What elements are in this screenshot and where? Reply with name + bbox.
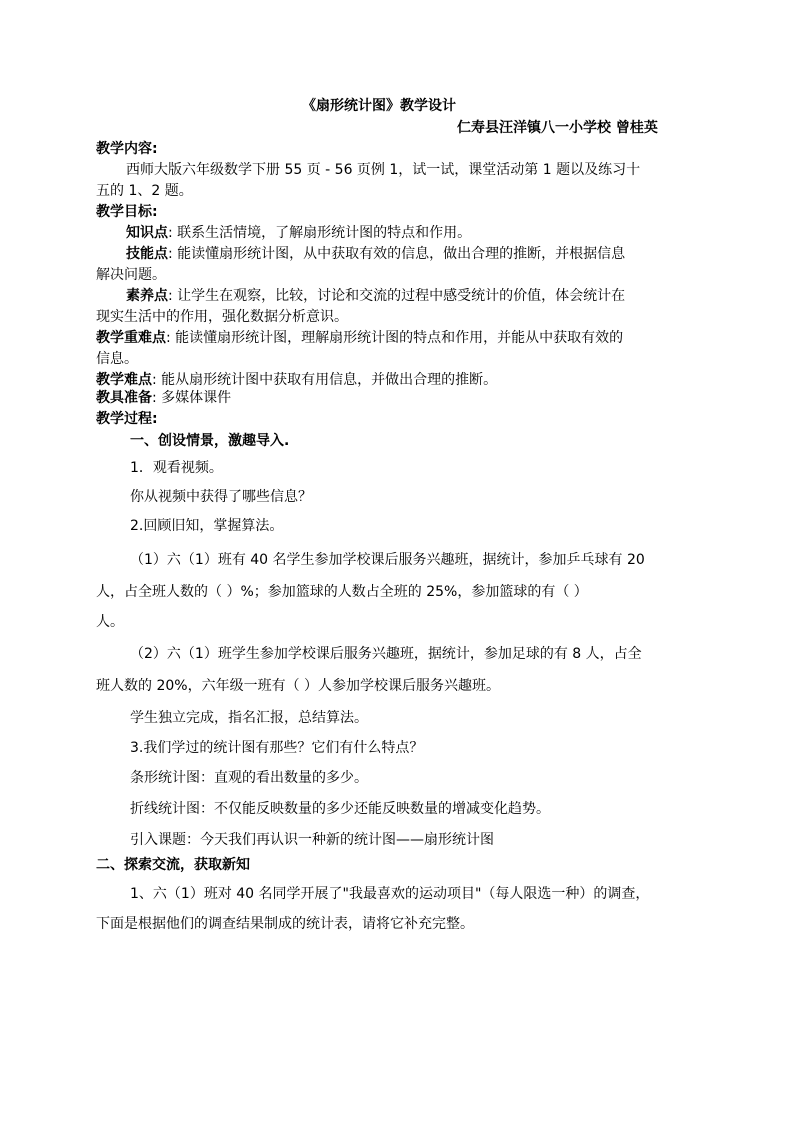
key-text-1: : 能读懂扇形统计图，理解扇形统计图的特点和作用，并能从中获取有效的 (166, 330, 624, 346)
process-label: 教学过程: (96, 411, 158, 427)
skill-text-2: 解决问题。 (96, 267, 166, 283)
section-1-heading: 一、创设情景，激趣导入. (130, 433, 290, 449)
problem-1-line-3: 人。 (96, 614, 124, 630)
section-2-heading: 二、探索交流，获取新知 (96, 857, 250, 873)
skill-text-1: : 能读懂扇形统计图，从中获取有效的信息，做出合理的推断，并根据信息 (168, 246, 626, 262)
content-line-1: 西师大版六年级数学下册 55 页 - 56 页例 1，试一试，课堂活动第 1 题以及练习十 (126, 162, 641, 178)
bar-chart-note: 条形统计图：直观的看出数量的多少。 (130, 770, 368, 786)
section-2-line-1: 1、六（1）班对 40 名同学开展了"我最喜欢的运动项目"（每人限选一种）的调查， (130, 886, 650, 902)
skill-point (126, 244, 625, 264)
literacy-text-1: : 让学生在观察，比较，讨论和交流的过程中感受统计的价值，体会统计在 (168, 288, 626, 304)
literacy-label: 素养点 (126, 288, 168, 304)
literacy-text-2: 现实生活中的作用，强化数据分析意识。 (96, 309, 348, 325)
content-line-2: 五的 1、2 题。 (96, 183, 193, 199)
line-chart-note: 折线统计图：不仅能反映数量的多少还能反映数量的增减变化趋势。 (130, 801, 550, 817)
tools-point (96, 388, 231, 408)
document-title: 《扇形统计图》教学设计 (302, 98, 456, 114)
literacy-point (126, 286, 625, 306)
problem-2-line-2: 班人数的 20%，六年级一班有（ ）人参加学校课后服务兴趣班。 (96, 678, 501, 694)
author-line: 仁寿县汪洋镇八一小学校 曾桂英 (457, 120, 658, 136)
difficulty-point (96, 370, 497, 390)
item-2: 2.回顾旧知，掌握算法。 (130, 518, 284, 534)
tools-label: 教具准备 (96, 390, 152, 406)
knowledge-label: 知识点 (126, 225, 168, 241)
problem-1-line-2: 人，占全班人数的（ ）%；参加篮球的人数占全班的 25%，参加篮球的有（ ） (96, 584, 588, 600)
problem-2-line-1: （2）六（1）班学生参加学校课后服务兴趣班，据统计，参加足球的有 8 人，占全 (130, 646, 642, 662)
problem-1-line-1: （1）六（1）班有 40 名学生参加学校课后服务兴趣班，据统计，参加乒乓球有 20 (130, 552, 645, 568)
knowledge-text: : 联系生活情境，了解扇形统计图的特点和作用。 (168, 225, 472, 241)
key-label: 教学重难点 (96, 330, 166, 346)
section-2-line-2: 下面是根据他们的调查结果制成的统计表，请将它补充完整。 (96, 916, 474, 932)
content-label: 教学内容: (96, 141, 158, 157)
intro-topic: 引入课题：今天我们再认识一种新的统计图——扇形统计图 (130, 832, 494, 848)
tools-text: : 多媒体课件 (152, 390, 232, 406)
knowledge-point (126, 223, 471, 243)
student-summary: 学生独立完成，指名汇报，总结算法。 (130, 710, 368, 726)
skill-label: 技能点 (126, 246, 168, 262)
difficulty-label: 教学难点 (96, 372, 152, 388)
difficulty-text: : 能从扇形统计图中获取有用信息，并做出合理的推断。 (152, 372, 498, 388)
question-1: 你从视频中获得了哪些信息？ (130, 489, 312, 505)
key-point (96, 328, 623, 348)
item-3: 3.我们学过的统计图有那些？它们有什么特点？ (130, 740, 424, 756)
objectives-label: 教学目标: (96, 204, 158, 220)
key-text-2: 信息。 (96, 351, 138, 367)
item-1: 1．观看视频。 (130, 460, 223, 476)
